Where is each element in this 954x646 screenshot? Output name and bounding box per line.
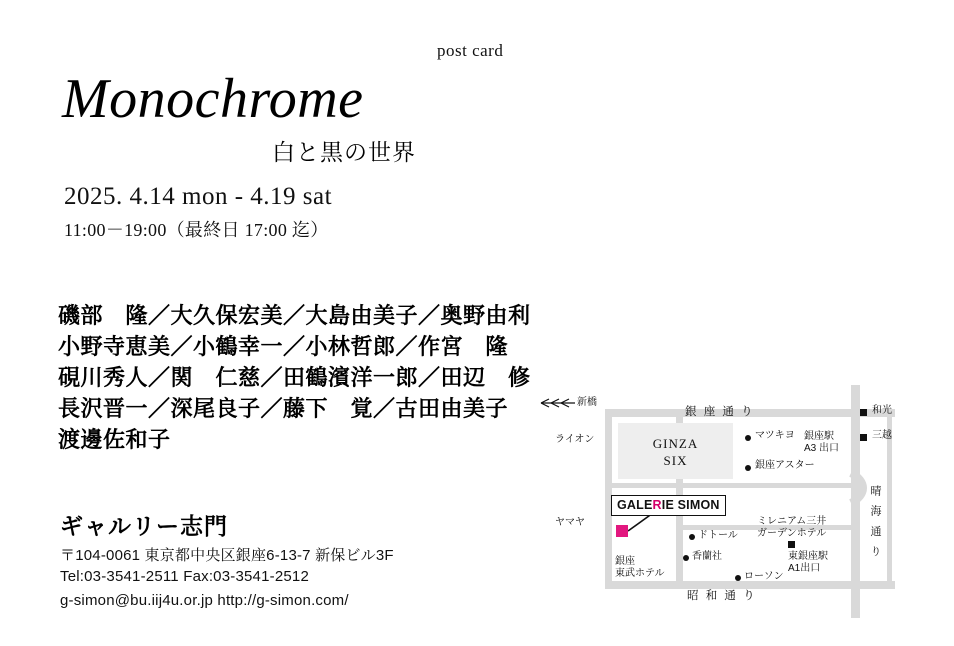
artist-line: 磯部 隆／大久保宏美／大島由美子／奥野由利 bbox=[58, 303, 531, 328]
landmark-doutor: ドトール bbox=[698, 530, 738, 541]
landmark-square bbox=[788, 541, 795, 548]
landmark-square bbox=[860, 409, 867, 416]
landmark-dot bbox=[683, 555, 689, 561]
landmark-millennium-1: ミレニアム三井 bbox=[757, 516, 827, 527]
landmark-ginza-station-exit: A3 出口 bbox=[804, 443, 840, 454]
street-showa-dori: 昭 和 通 り bbox=[687, 590, 757, 602]
six-label: SIX bbox=[663, 453, 688, 468]
gallery-address: 〒104-0061 東京都中央区銀座6-13-7 新保ビル3F bbox=[60, 547, 394, 564]
landmark-dot bbox=[689, 534, 695, 540]
exhibition-hours: 11:00－19:00（最終日 17:00 迄） bbox=[64, 220, 329, 240]
ginza-six-label bbox=[618, 435, 733, 469]
landmark-tobu-1: 銀座 bbox=[615, 556, 635, 567]
galerie-simon-marker bbox=[611, 495, 726, 516]
artist-line: 硯川秀人／関 仁慈／田鶴濱洋一郎／田辺 修 bbox=[58, 365, 531, 390]
landmark-dot bbox=[745, 465, 751, 471]
gallery-location-marker bbox=[616, 525, 628, 537]
postcard-label: post card bbox=[437, 41, 504, 60]
landmark-tobu-2: 東武ホテル bbox=[615, 568, 665, 579]
landmark-lion: ライオン bbox=[555, 434, 595, 445]
artist-line: 小野寺恵美／小鶴幸一／小林哲郎／作宮 隆 bbox=[58, 334, 509, 359]
landmark-dot bbox=[735, 575, 741, 581]
street-ginza-dori: 銀 座 通 り bbox=[685, 406, 755, 418]
landmark-matsukiyo: マツキヨ bbox=[755, 430, 795, 441]
landmark-koransha: 香蘭社 bbox=[692, 551, 722, 562]
artist-line: 長沢晋一／深尾良子／藤下 覚／古田由美子 bbox=[58, 396, 509, 421]
landmark-yamaya: ヤマヤ bbox=[555, 517, 585, 528]
ginza-label: GINZA bbox=[652, 436, 699, 451]
landmark-wako: 和光 bbox=[872, 405, 892, 416]
landmark-higashi-ginza: 東銀座駅 bbox=[788, 551, 828, 562]
artist-line: 渡邊佐和子 bbox=[58, 427, 171, 452]
location-map bbox=[535, 385, 938, 618]
gallery-web: g-simon@bu.iij4u.or.jp http://g-simon.com/ bbox=[60, 592, 349, 609]
direction-shinbashi: 新橋 bbox=[577, 397, 597, 408]
landmark-lawson: ローソン bbox=[744, 571, 784, 582]
landmark-square bbox=[860, 434, 867, 441]
exhibition-dates: 2025. 4.14 mon - 4.19 sat bbox=[64, 183, 333, 210]
artist-list bbox=[58, 300, 531, 455]
galerie-label-left: GALE bbox=[617, 498, 653, 512]
landmark-mitsukoshi: 三越 bbox=[872, 430, 892, 441]
gallery-phone: Tel:03-3541-2511 Fax:03-3541-2512 bbox=[60, 568, 309, 585]
street-harumi-dori: 晴 海 通 り bbox=[869, 485, 881, 560]
landmark-ginza-station: 銀座駅 bbox=[804, 431, 834, 442]
landmark-ginza-aster: 銀座アスター bbox=[755, 460, 815, 471]
landmark-millennium-2: ガーデンホテル bbox=[757, 528, 827, 539]
gallery-name: ギャルリー志門 bbox=[60, 513, 228, 539]
page-title: Monochrome bbox=[62, 68, 364, 130]
page-subtitle: 白と黒の世界 bbox=[272, 140, 416, 165]
landmark-dot bbox=[745, 435, 751, 441]
landmark-higashi-ginza-exit: A1出口 bbox=[788, 563, 821, 574]
galerie-label-right: IE SIMON bbox=[661, 498, 720, 512]
galerie-label-accent: R bbox=[652, 498, 662, 512]
